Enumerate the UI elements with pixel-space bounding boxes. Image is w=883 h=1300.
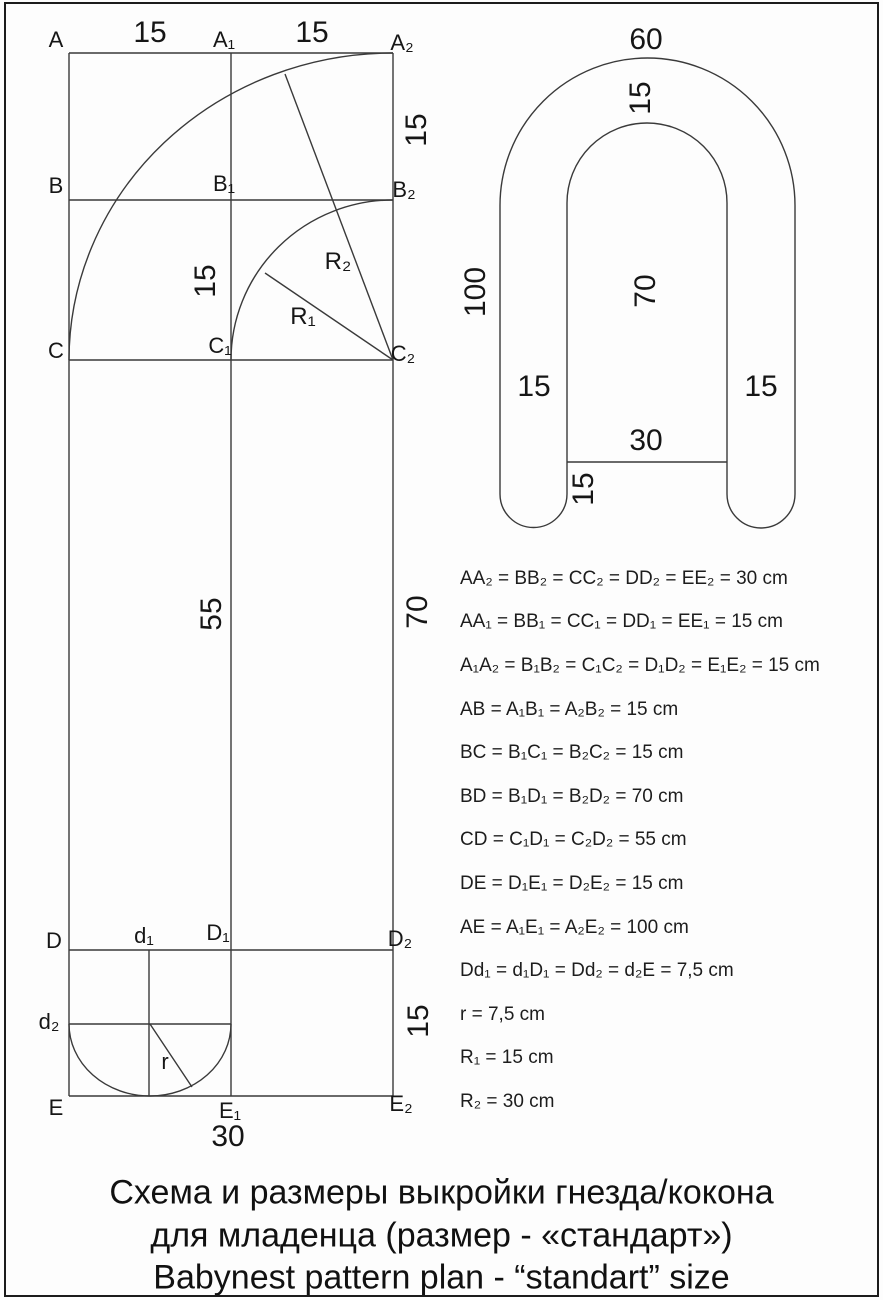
formula-row: AE = A₁E₁ = A₂E₂ = 100 cm: [460, 917, 689, 938]
point-label-c2: C₂: [390, 341, 416, 366]
point-label-c1: C₁: [208, 333, 232, 358]
point-label-b2: B₂: [392, 177, 416, 202]
arc-r1: [231, 200, 393, 360]
point-label-c: C: [48, 338, 64, 363]
point-label-d2-small: d₂: [38, 1009, 60, 1034]
radius-label-r2: R₂: [324, 248, 352, 275]
formula-row: CD = C₁D₁ = C₂D₂ = 55 cm: [460, 829, 687, 850]
point-label-d1: D₁: [206, 920, 230, 945]
dim-label-c-d: 55: [195, 597, 228, 631]
nest-dim-inner-width: 30: [629, 424, 663, 457]
point-label-a: A: [48, 27, 64, 52]
radius-line-r1: [265, 273, 393, 360]
radius-label-r: r: [161, 1049, 169, 1074]
formula-row: DE = D₁E₁ = D₂E₂ = 15 cm: [460, 873, 684, 894]
formula-row: AA₂ = BB₂ = CC₂ = DD₂ = EE₂ = 30 cm: [460, 568, 788, 589]
title-ru-line2: для младенца (размер - «стандарт»): [150, 1216, 733, 1255]
formula-row: AA₁ = BB₁ = CC₁ = DD₁ = EE₁ = 15 cm: [460, 611, 783, 632]
nest-dim-right-thickness: 15: [744, 370, 778, 403]
dim-label-b-d: 70: [401, 595, 434, 629]
bottom-semicircle: [69, 1024, 231, 1096]
dim-label-a-a1: 15: [133, 16, 167, 49]
formula-row: Dd₁ = d₁D₁ = Dd₂ = d₂E = 7,5 cm: [460, 960, 734, 981]
point-label-a2: A₂: [390, 30, 414, 55]
dim-label-d2-e2: 15: [402, 1004, 435, 1038]
point-label-b1: B₁: [212, 171, 236, 196]
dim-label-b1-c1: 15: [189, 264, 222, 298]
point-label-e2: E₂: [389, 1091, 413, 1116]
point-label-d: D: [46, 928, 62, 953]
dim-label-e-e1: 30: [211, 1120, 245, 1153]
title-en-line: Babynest pattern plan - “standart” size: [153, 1258, 730, 1297]
title-ru-line1: Схема и размеры выкройки гнезда/кокона: [109, 1173, 774, 1212]
formula-row: AB = A₁B₁ = A₂B₂ = 15 cm: [460, 699, 679, 720]
formula-row: R₂ = 30 cm: [460, 1091, 555, 1112]
formula-row: A₁A₂ = B₁B₂ = C₁C₂ = D₁D₂ = E₁E₂ = 15 cm: [460, 655, 820, 676]
formula-row: BC = B₁C₁ = B₂C₂ = 15 cm: [460, 742, 684, 763]
point-label-a1: A₁: [212, 27, 236, 52]
radius-line-r: [150, 1024, 192, 1087]
formula-row: r = 7,5 cm: [460, 1004, 545, 1025]
point-label-b: B: [48, 173, 64, 198]
dim-label-a2-b2: 15: [400, 113, 433, 147]
nest-dim-left-thickness: 15: [517, 370, 551, 403]
point-label-e: E: [48, 1095, 64, 1120]
nest-dim-outer-height: 100: [459, 266, 492, 318]
formula-row: R₁ = 15 cm: [460, 1047, 554, 1068]
formula-row: BD = B₁D₁ = B₂D₂ = 70 cm: [460, 786, 684, 807]
point-label-e1: E₁: [218, 1098, 242, 1123]
grid-vertical-lines: [69, 53, 393, 1096]
nest-dim-leg-below: 15: [567, 472, 600, 506]
dim-label-a1-a2: 15: [295, 16, 329, 49]
nest-dim-outer-width: 60: [629, 23, 663, 56]
radius-label-r1: R₁: [290, 303, 316, 330]
point-label-d2: D₂: [387, 926, 413, 951]
nest-dim-inner-height: 70: [629, 274, 662, 308]
point-label-d1-small: d₁: [134, 923, 154, 948]
nest-dim-top-thickness: 15: [624, 81, 657, 115]
